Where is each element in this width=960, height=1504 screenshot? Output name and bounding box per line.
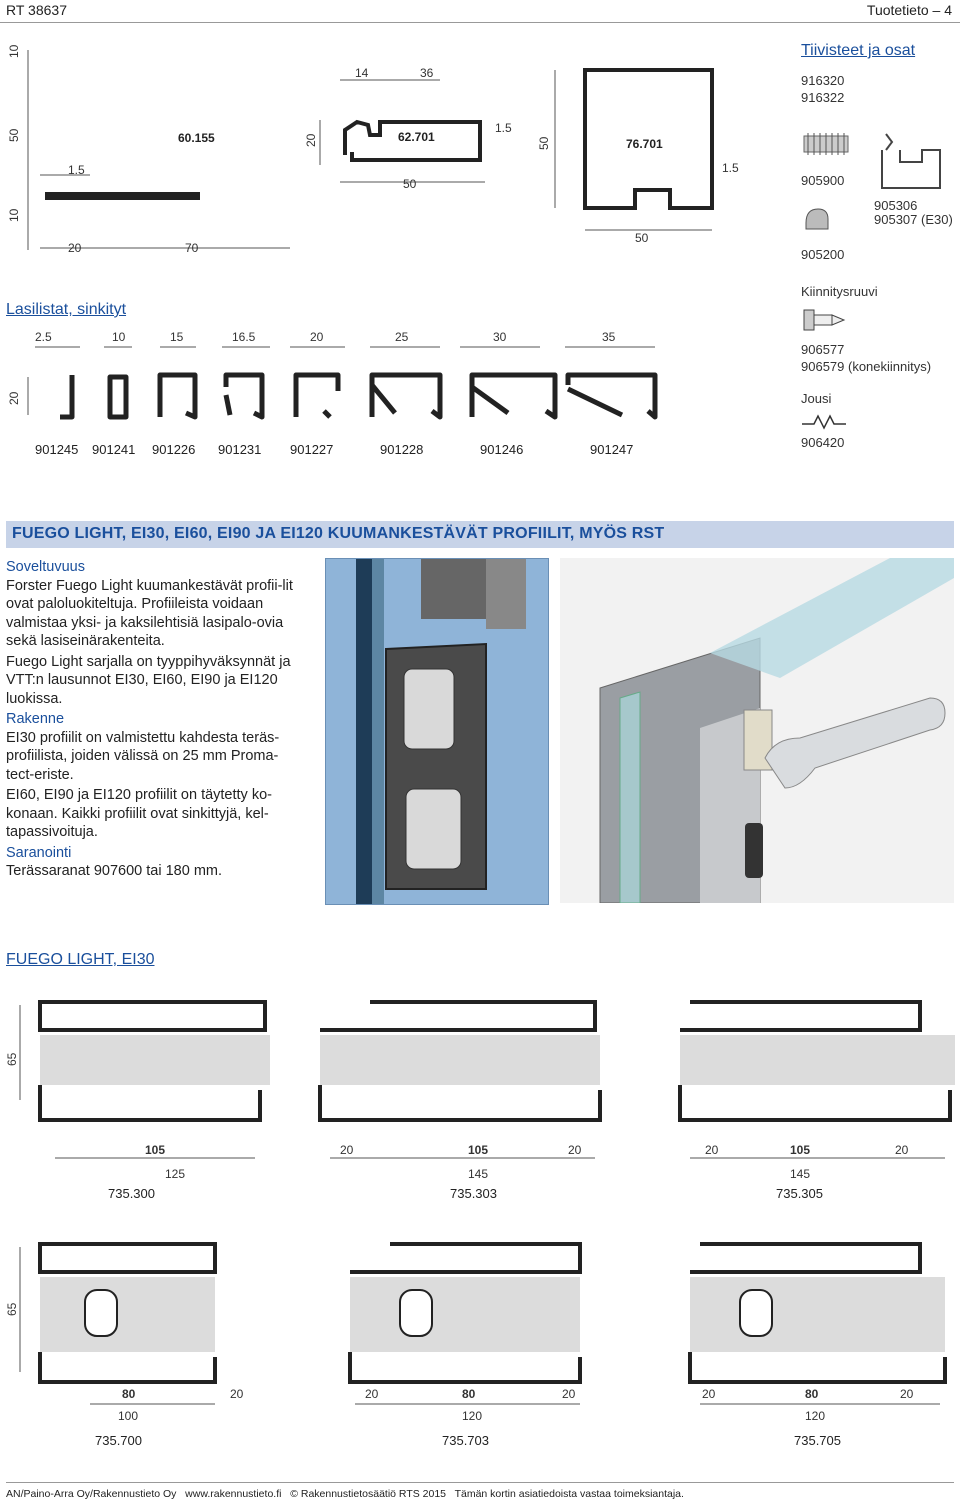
row2-c-side-right: 20 [900, 1387, 914, 1401]
p2-dim-1.5: 1.5 [495, 121, 512, 135]
w7: 30 [493, 330, 507, 344]
seals-codes: 916320 916322 [801, 73, 845, 105]
paragraph-suitability-1: Forster Fuego Light kuumankestävät profii-lit ovat paloluokiteltuja. Profiileista voidaan valmistaa yksi- ja kaksilehtisiä lasipalo-ovia sekä lasiseinärakenteita. [6, 577, 293, 649]
code-905900: 905900 [801, 173, 845, 188]
footer-text: AN/Paino-Arra Oy/Rakennustieto Oy www.rakennustieto.fi © Rakennustietosäätiö RTS 2015 Tämän kortin asiatiedoista vastaa toimeksiantaja. [6, 1488, 684, 1500]
p3-code: 76.701 [626, 137, 663, 151]
p1-code: 60.155 [178, 131, 215, 145]
row2-a-inner: 80 [122, 1387, 136, 1401]
code-905306: 905306 [874, 198, 918, 213]
p2-dim-20: 20 [304, 133, 318, 147]
profile-section-illustration [326, 559, 548, 904]
row2-c-outer: 120 [805, 1409, 826, 1423]
row2-c-inner: 80 [805, 1387, 819, 1401]
row2-a-side: 20 [230, 1387, 244, 1401]
w6: 25 [395, 330, 409, 344]
p2-dim-50: 50 [403, 177, 417, 191]
profile-60155-drawing [28, 50, 290, 250]
row2-height: 65 [5, 1302, 19, 1316]
profile-section-photo [325, 558, 549, 905]
p3-dim-1.5: 1.5 [722, 161, 739, 175]
p1-dim-1.5: 1.5 [68, 163, 85, 177]
row2-b-side-left: 20 [365, 1387, 379, 1401]
glazing-code-6: 901228 [380, 442, 424, 457]
door-handle-photo [560, 558, 954, 903]
row2-b-side-right: 20 [562, 1387, 576, 1401]
row1-c-outer: 145 [790, 1167, 811, 1181]
row1-c-side-left: 20 [705, 1143, 719, 1157]
row1-profile-c [680, 1002, 955, 1120]
row1-a-outer: 125 [165, 1167, 186, 1181]
page-label: Tuotetieto – 4 [866, 2, 952, 18]
row1-b-side-right: 20 [568, 1143, 582, 1157]
p2-dim-36: 36 [420, 66, 434, 80]
row2-a-outer: 100 [118, 1409, 139, 1423]
w1: 2.5 [35, 330, 52, 344]
row1-a-inner: 105 [145, 1143, 166, 1157]
row2-profile-b [350, 1244, 580, 1382]
row2-b-outer: 120 [462, 1409, 483, 1423]
p1-dim-20: 20 [68, 241, 82, 255]
row1-b-side-left: 20 [340, 1143, 354, 1157]
row1-profile-b [320, 1002, 600, 1120]
row2-code-b: 735.703 [442, 1433, 489, 1448]
section2-title: FUEGO LIGHT, EI30 [6, 951, 155, 968]
row1-code-a: 735.300 [108, 1186, 155, 1201]
row2-code-c: 735.705 [794, 1433, 841, 1448]
row2-profiles-drawing [0, 1232, 960, 1432]
row1-c-side-right: 20 [895, 1143, 909, 1157]
row1-code-b: 735.303 [450, 1186, 497, 1201]
code-905307: 905307 (E30) [874, 212, 953, 227]
header-divider [0, 22, 960, 23]
top-profile-drawings [0, 30, 790, 270]
seals-title: Tiivisteet ja osat [801, 42, 916, 59]
code-905200: 905200 [801, 247, 845, 262]
p1-dim-bot: 10 [7, 208, 21, 222]
screw-codes: 906577 906579 (konekiinnitys) [801, 342, 932, 374]
w5: 20 [310, 330, 324, 344]
screw-icon [800, 306, 850, 334]
p3-dim-50-bottom: 50 [635, 231, 649, 245]
spring-title: Jousi [801, 391, 832, 406]
row1-profiles-drawing [0, 990, 960, 1190]
glazing-height: 20 [7, 391, 21, 405]
row1-b-outer: 145 [468, 1167, 489, 1181]
row2-b-inner: 80 [462, 1387, 476, 1401]
glazing-title: Lasilistat, sinkityt [6, 301, 127, 318]
paragraph-hinging: Terässaranat 907600 tai 180 mm. [6, 863, 223, 879]
glazing-code-8: 901247 [590, 442, 634, 457]
p2-code: 62.701 [398, 130, 435, 144]
seal-905200-icon [800, 205, 840, 235]
w8: 35 [602, 330, 616, 344]
row1-c-inner: 105 [790, 1143, 811, 1157]
row1-height: 65 [5, 1052, 19, 1066]
heading-hinging: Saranointi [6, 844, 72, 861]
footer-divider [6, 1482, 954, 1483]
glazing-code-4: 901231 [218, 442, 262, 457]
section-banner-title: FUEGO LIGHT, EI30, EI60, EI90 JA EI120 KUUMANKESTÄVÄT PROFIILIT, MYÖS RST [12, 525, 665, 542]
glazing-code-5: 901227 [290, 442, 334, 457]
row1-profile-a [40, 1002, 270, 1120]
paragraph-structure-2: EI60, EI90 ja EI120 profiilit on täytetty ko-konaan. Kaikki profiilit ovat sinkittyjä, kel-tapassivoituja. [6, 787, 272, 840]
body-text-column [6, 558, 306, 883]
p2-dim-14: 14 [355, 66, 369, 80]
glazing-code-7: 901246 [480, 442, 524, 457]
p1-dim-50: 50 [7, 128, 21, 142]
w3: 15 [170, 330, 184, 344]
p1-dim-top: 10 [7, 44, 21, 58]
glazing-code-1: 901245 [35, 442, 79, 457]
row2-profile-c [690, 1244, 945, 1382]
row2-c-side-left: 20 [702, 1387, 716, 1401]
heading-structure: Rakenne [6, 711, 65, 727]
p1-dim-70: 70 [185, 241, 199, 255]
row2-profile-a [40, 1244, 215, 1382]
door-handle-illustration [560, 558, 954, 903]
paragraph-structure-1: EI30 profiilit on valmistettu kahdesta teräs-profiilista, joiden välissä on 25 mm Proma-tect-eriste. [6, 729, 280, 783]
glazing-code-2: 901241 [92, 442, 136, 457]
row2-code-a: 735.700 [95, 1433, 142, 1448]
row1-b-inner: 105 [468, 1143, 489, 1157]
heading-suitability: Soveltuvuus [6, 559, 85, 575]
p3-dim-50-left: 50 [537, 136, 551, 150]
document-id: RT 38637 [6, 2, 67, 18]
paragraph-suitability-2: Fuego Light sarjalla on tyyppihyväksynnät ja VTT:n lausunnot EI30, EI60, EI90 ja EI120 luokissa. [6, 653, 291, 707]
glazing-code-3: 901226 [152, 442, 196, 457]
spring-code: 906420 [801, 435, 845, 450]
w4: 16.5 [232, 330, 256, 344]
spring-icon [800, 412, 850, 432]
w2: 10 [112, 330, 126, 344]
row1-code-c: 735.305 [776, 1186, 823, 1201]
screw-title: Kiinnitysruuvi [801, 284, 878, 299]
